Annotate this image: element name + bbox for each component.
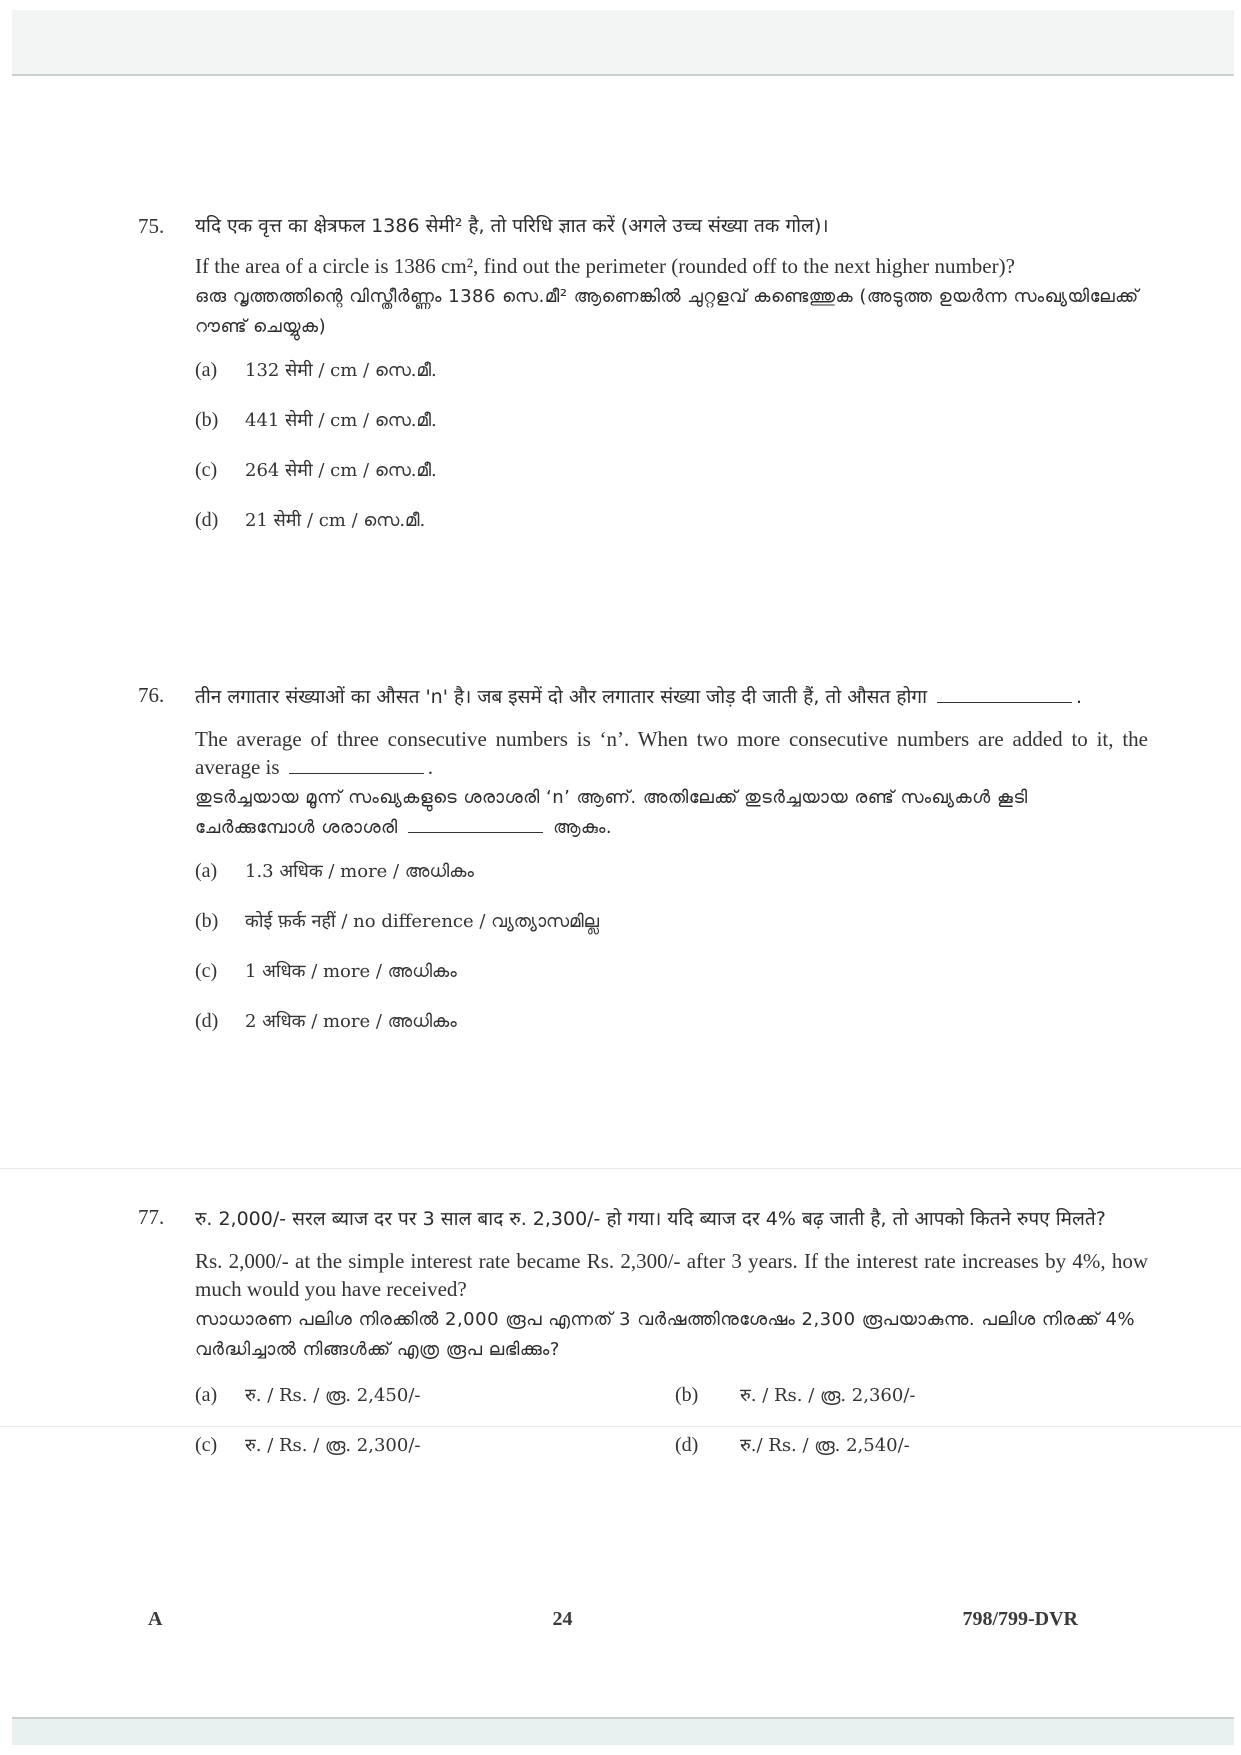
answer-blank <box>408 814 543 833</box>
option-label: (d) <box>195 1010 219 1032</box>
question-75 <box>138 214 1148 558</box>
options-grid <box>195 1383 1148 1483</box>
punctuation: . <box>1076 686 1083 708</box>
punctuation: . <box>427 755 434 779</box>
question-text-hindi: रु. 2,000/- सरल ब्याज दर पर 3 साल बाद रु. 2,300/- हो गया। यदि ब्याज दर 4% बढ़ जाती है, तो आपको कितने रुपए मिलते? <box>195 1208 1106 1230</box>
option-text: रु./ Rs. / രൂ. 2,540/- <box>740 1435 910 1456</box>
question-76 <box>138 683 1148 1059</box>
option-label: (a) <box>195 860 218 882</box>
series-letter: A <box>148 1608 163 1630</box>
question-77 <box>138 1205 1148 1483</box>
options-list <box>195 358 1148 558</box>
paper-code: 798/799-DVR <box>962 1608 1078 1630</box>
malayalam-suffix: ആകും. <box>553 817 613 838</box>
question-text-hindi <box>195 677 1148 717</box>
option-label: (b) <box>195 910 219 932</box>
options-list <box>195 859 1148 1059</box>
option-text: 441 सेमी / cm / സെ.മീ. <box>245 410 437 431</box>
option-label: (a) <box>195 359 218 381</box>
question-text-english: Rs. 2,000/- at the simple interest rate became Rs. 2,300/- after 3 years. If the interest rate increases by 4%, how much would you have received? <box>195 1249 1148 1301</box>
option-text: कोई फ़र्क नहीं / no difference / വ്യത്യാസമില്ല <box>245 911 600 932</box>
question-text-malayalam: ഒരു വൃത്തത്തിന്റെ വിസ്തീർണ്ണം 1386 സെ.മീ² ആണെങ്കിൽ ചുറ്റളവ് കണ്ടെത്തുക (അടുത്ത ഉയർന്ന സംഖ്യയിലേക്ക് റൗണ്ട് ചെയ്യുക) <box>195 286 1139 337</box>
option-c[interactable] <box>195 1433 675 1483</box>
question-text-malayalam <box>195 783 1148 843</box>
page-number: 24 <box>552 1608 573 1630</box>
scan-bottom-border <box>12 1717 1234 1745</box>
answer-blank <box>289 755 424 774</box>
option-text: 132 सेमी / cm / സെ.മീ. <box>245 360 437 381</box>
option-text: रु. / Rs. / രൂ. 2,450/- <box>245 1385 421 1406</box>
option-d[interactable] <box>195 1009 1148 1059</box>
option-text: 2 अधिक / more / അധികം <box>245 1011 457 1032</box>
option-text: 264 सेमी / cm / സെ.മീ. <box>245 460 437 481</box>
option-label: (b) <box>195 409 219 431</box>
question-text-english-body: The average of three consecutive numbers is ‘n’. When two more consecutive numbers are added to it, the average is <box>195 727 1148 779</box>
option-d[interactable] <box>195 508 1148 558</box>
option-text: 1 अधिक / more / അധികം <box>245 961 457 982</box>
question-number: 77. <box>138 1205 165 1229</box>
scan-artifact-line <box>0 1168 1241 1169</box>
question-number: 75. <box>138 214 165 238</box>
question-text-english <box>195 725 1148 781</box>
option-text: रु. / Rs. / രൂ. 2,360/- <box>740 1385 916 1406</box>
option-a[interactable] <box>195 859 1148 909</box>
option-text: 21 सेमी / cm / സെ.മീ. <box>245 510 426 531</box>
option-c[interactable] <box>195 959 1148 1009</box>
option-label: (b) <box>675 1384 699 1406</box>
option-a[interactable] <box>195 358 1148 408</box>
option-label: (c) <box>195 459 218 481</box>
option-label: (d) <box>195 509 219 531</box>
option-b[interactable] <box>675 1383 1155 1433</box>
option-label: (a) <box>195 1384 218 1406</box>
question-text-hindi: यदि एक वृत्त का क्षेत्रफल 1386 सेमी² है, तो परिधि ज्ञात करें (अगले उच्च संख्या तक गोल)। <box>195 215 829 237</box>
option-c[interactable] <box>195 458 1148 508</box>
option-text: रु. / Rs. / രൂ. 2,300/- <box>245 1435 421 1456</box>
answer-blank <box>937 684 1072 703</box>
question-number: 76. <box>138 683 165 707</box>
option-text: 1.3 अधिक / more / അധികം <box>245 861 474 882</box>
page-footer <box>148 1608 1078 1631</box>
option-label: (c) <box>195 960 218 982</box>
question-text-malayalam-body: തുടർച്ചയായ മൂന്ന് സംഖ്യകളുടെ ശരാശരി ‘n’ ആണ്. അതിലേക്ക് തുടർച്ചയായ രണ്ട് സംഖ്യകൾ കൂടി ചേർക്കുമ്പോൾ ശരാശരി <box>195 787 1028 838</box>
question-text-hindi-body: तीन लगातार संख्याओं का औसत 'n' है। जब इसमें दो और लगातार संख्या जोड़ दी जाती हैं, तो औसत होगा <box>195 686 927 708</box>
option-label: (c) <box>195 1434 218 1456</box>
option-b[interactable] <box>195 909 1148 959</box>
option-a[interactable] <box>195 1383 675 1433</box>
scan-top-border <box>12 10 1234 76</box>
option-d[interactable] <box>675 1433 1155 1483</box>
option-label: (d) <box>675 1434 699 1456</box>
question-text-english: If the area of a circle is 1386 cm², find out the perimeter (rounded off to the next higher number)? <box>195 254 1015 278</box>
option-b[interactable] <box>195 408 1148 458</box>
question-text-malayalam: സാധാരണ പലിശ നിരക്കിൽ 2,000 രൂപ എന്നത് 3 വർഷത്തിനുശേഷം 2,300 രൂപയാകുന്നു. പലിശ നിരക്ക് 4% വർദ്ധിച്ചാൽ നിങ്ങൾക്ക് എത്ര രൂപ ലഭിക്കും? <box>195 1309 1136 1360</box>
